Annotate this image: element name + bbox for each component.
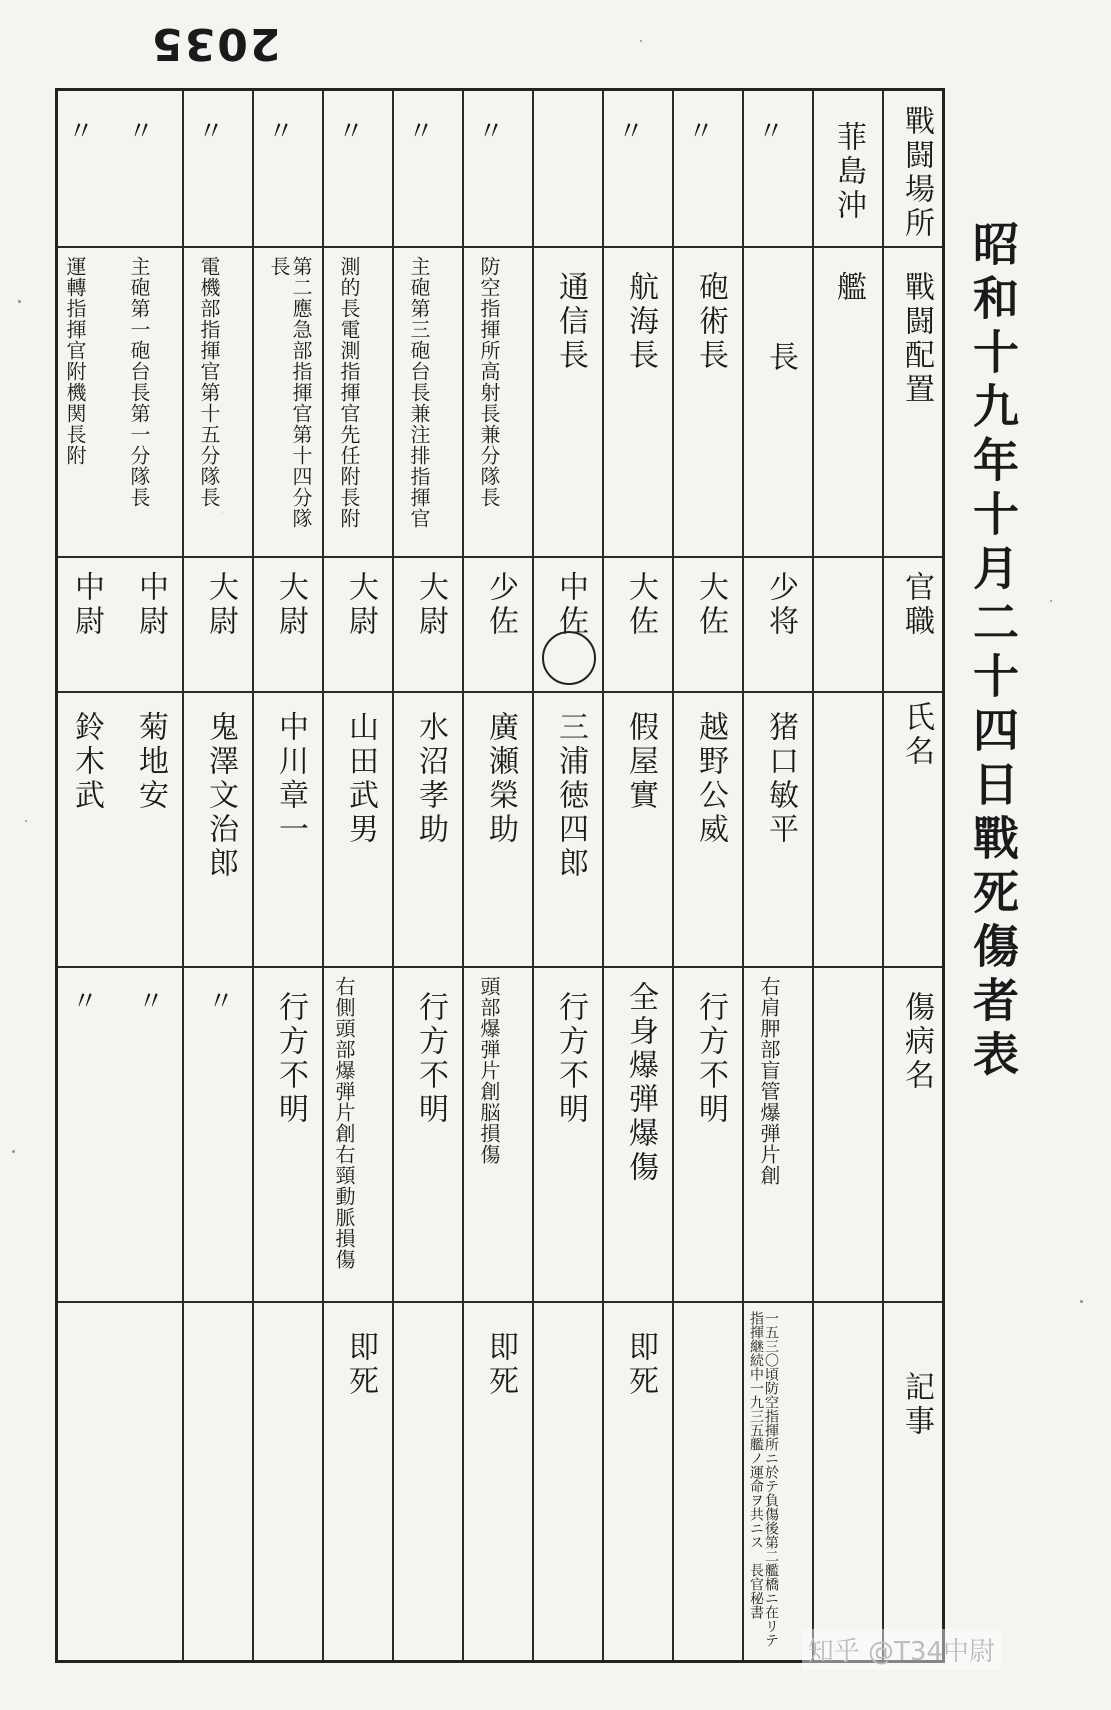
ditto-mark: 〃 (408, 117, 435, 147)
ditto-mark: 〃 (688, 117, 715, 147)
row-post: 主砲第三砲台長兼注排指揮官 (407, 256, 431, 529)
scan-speck (1080, 1300, 1083, 1303)
row-post: 防空指揮所高射長兼分隊長 (477, 256, 501, 508)
row-remarks: 即死 (483, 1331, 518, 1399)
row-divider (58, 966, 942, 968)
column-divider (742, 91, 744, 1660)
ditto-mark: 〃 (68, 117, 95, 147)
ditto-mark: 〃 (208, 987, 235, 1017)
row-injury: 行方不明 (413, 991, 448, 1127)
ship-label: 艦 (831, 271, 866, 305)
ditto-mark: 〃 (138, 987, 165, 1017)
row-divider (58, 246, 942, 248)
place-value: 菲島沖 (831, 121, 866, 223)
row-post: 主砲第一砲台長第一分隊長 (127, 256, 151, 508)
document-title: 昭和十九年十月二十四日戰死傷者表 (966, 220, 1020, 1084)
header-rank: 官職 (899, 571, 934, 639)
row-name: 鈴木武 (69, 711, 104, 813)
row-injury: 行方不明 (273, 991, 308, 1127)
column-divider (252, 91, 254, 1660)
scan-speck (1050, 600, 1052, 602)
row-name: 猪口敏平 (763, 711, 798, 847)
header-remarks: 記事 (899, 1371, 934, 1439)
row-post: 砲術長 (693, 271, 728, 373)
header-name: 氏名 (899, 701, 934, 769)
row-rank: 中尉 (133, 571, 168, 639)
row-divider (58, 556, 942, 558)
circle-annotation (542, 631, 596, 685)
row-name: 鬼澤文治郎 (203, 711, 238, 881)
row-rank: 大佐 (693, 571, 728, 639)
row-remarks: 即死 (343, 1331, 378, 1399)
row-post: 運轉指揮官附機関長附 (63, 256, 87, 466)
ditto-mark: 〃 (128, 117, 155, 147)
ditto-mark: 〃 (618, 117, 645, 147)
row-name: 三浦徳四郎 (553, 711, 588, 881)
row-rank: 少佐 (483, 571, 518, 639)
scan-speck (18, 300, 21, 303)
header-post: 戰闘配置 (899, 271, 934, 407)
scan-speck (25, 820, 27, 822)
column-divider (462, 91, 464, 1660)
column-divider (392, 91, 394, 1660)
row-post: 第二應急部指揮官第十四分隊長 (267, 256, 313, 529)
row-post: 測的長電測指揮官先任附長附 (337, 256, 361, 529)
column-divider (322, 91, 324, 1660)
row-rank: 少将 (763, 571, 798, 639)
column-divider (812, 91, 814, 1660)
ditto-mark: 〃 (758, 117, 785, 147)
scan-speck (640, 40, 642, 42)
row-injury: 右側頭部爆弾片創右頸動脈損傷 (332, 976, 356, 1270)
row-injury: 行方不明 (693, 991, 728, 1127)
casualty-table (55, 88, 945, 1663)
row-divider (58, 1301, 942, 1303)
row-rank: 中尉 (69, 571, 104, 639)
row-divider (58, 691, 942, 693)
row-post: 通信長 (553, 271, 588, 373)
header-injury: 傷病名 (899, 991, 934, 1093)
column-divider (602, 91, 604, 1660)
header-place: 戰闘場所 (899, 105, 934, 241)
row-injury: 行方不明 (553, 991, 588, 1127)
row-injury: 頭部爆弾片創脳損傷 (477, 976, 501, 1165)
ditto-mark: 〃 (478, 117, 505, 147)
ditto-mark: 〃 (268, 117, 295, 147)
row-name: 越野公威 (693, 711, 728, 847)
row-injury: 右肩胛部盲管爆弾片創 (757, 976, 781, 1186)
row-post: 電機部指揮官第十五分隊長 (197, 256, 221, 508)
watermark: 知乎 @T34中尉 (802, 1629, 1001, 1670)
row-rank: 大尉 (273, 571, 308, 639)
page-number: 2035 (150, 18, 281, 69)
ditto-mark: 〃 (198, 117, 225, 147)
scan-speck (12, 1150, 15, 1153)
ditto-mark: 〃 (338, 117, 365, 147)
row-remarks: 即死 (623, 1331, 658, 1399)
row-name: 水沼孝助 (413, 711, 448, 847)
row-name: 假屋實 (623, 711, 658, 813)
row-post: 長 (763, 341, 798, 375)
row-name: 中川章一 (273, 711, 308, 847)
row-name: 山田武男 (343, 711, 378, 847)
column-divider (532, 91, 534, 1660)
column-divider (672, 91, 674, 1660)
row-post: 航海長 (623, 271, 658, 373)
row-rank: 大尉 (343, 571, 378, 639)
row-rank: 大尉 (203, 571, 238, 639)
row-rank: 中佐 (553, 571, 588, 639)
row-rank: 大尉 (413, 571, 448, 639)
column-divider (882, 91, 884, 1660)
column-divider (182, 91, 184, 1660)
row-rank: 大佐 (623, 571, 658, 639)
row-remarks: 一五三〇頃防空指揮所ニ於テ負傷後第二艦橋ニ在リテ指揮継続中一九三五艦ノ運命ヲ共ニス 長官秘書 (748, 1311, 779, 1647)
row-name: 菊地安 (133, 711, 168, 813)
row-name: 廣瀬榮助 (483, 711, 518, 847)
ditto-mark: 〃 (72, 987, 99, 1017)
row-injury: 全身爆弾爆傷 (623, 981, 658, 1185)
